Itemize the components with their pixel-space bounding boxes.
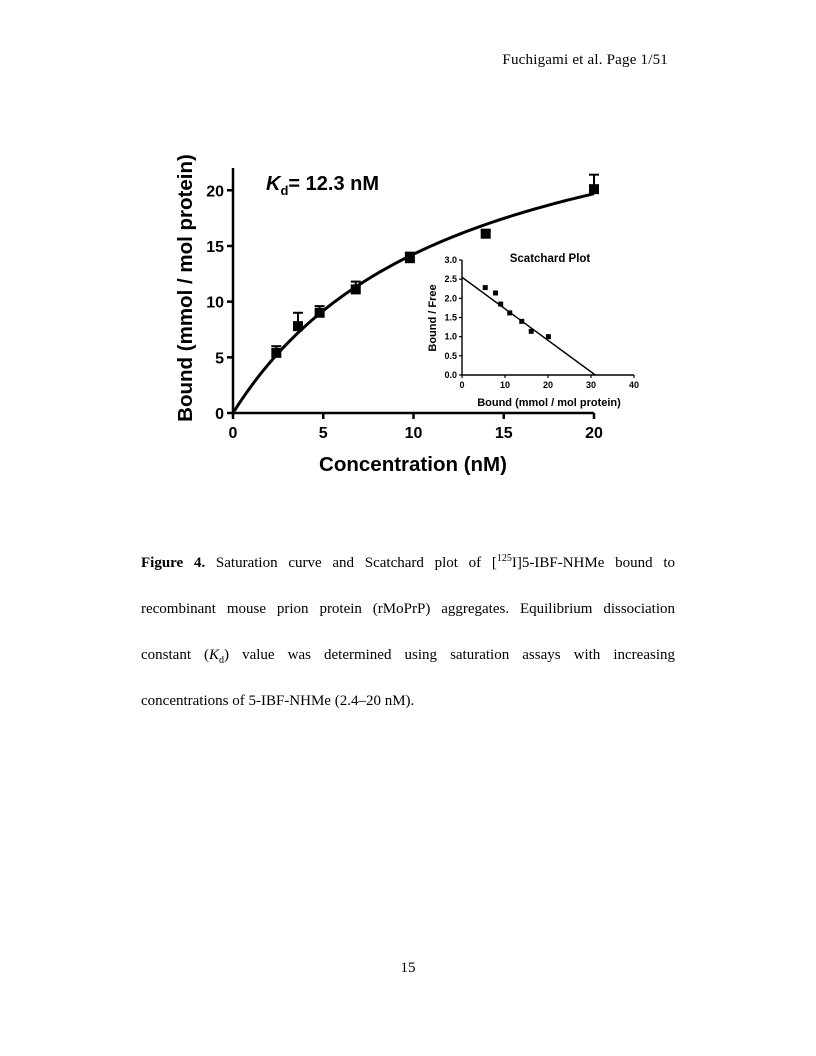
figure-svg [170, 138, 650, 483]
main-axes [233, 168, 597, 413]
inset-data-point [483, 285, 488, 290]
data-point [293, 321, 303, 331]
kd-symbol-caption: K [209, 647, 220, 663]
figure-label: Figure 4. [141, 555, 206, 571]
inset-title: Scatchard Plot [509, 253, 591, 265]
main-y-axis-label: Bound (mmol / mol protein) [174, 154, 197, 422]
caption-text-3: ) value was determined using saturation assays with increasing concentrations of 5-IBF-NHMe (2.4–20 nM). [141, 647, 675, 709]
scatchard-fit-line [462, 277, 595, 375]
inset-data-point [519, 319, 524, 324]
figure-4 [170, 138, 650, 488]
inset-x-tick-label: 10 [499, 380, 511, 390]
inset-x-tick-label: 20 [542, 380, 554, 390]
kd-symbol: K [266, 173, 281, 195]
main-x-tick-label: 0 [228, 425, 238, 442]
data-point [589, 184, 599, 194]
inset-ticks [444, 255, 639, 390]
inset-y-tick-label: 1.0 [444, 331, 457, 342]
main-x-tick-label: 5 [318, 425, 328, 442]
inset-y-tick-label: 1.5 [444, 312, 457, 323]
caption-paragraph [141, 540, 675, 724]
main-x-tick-label: 20 [585, 425, 603, 442]
inset-x-tick-label: 40 [628, 380, 640, 390]
main-y-tick-label: 10 [206, 294, 224, 312]
inset-x-tick-label: 0 [459, 380, 465, 390]
main-y-tick-label: 15 [206, 238, 224, 256]
main-x-tick-label: 10 [404, 425, 423, 442]
kd-value: = 12.3 nM [288, 173, 380, 195]
inset-x-axis-label: Bound (mmol / mol protein) [477, 397, 621, 409]
main-y-tick-label: 0 [215, 406, 224, 423]
data-point [315, 308, 325, 318]
kd-subscript-caption: d [219, 655, 225, 666]
caption-text-2: I]5-IBF-NHMe bound to recombinant mouse prion protein (rMoPrP) aggregates. Equilibrium dissociation constant ( [141, 555, 675, 663]
figure-caption [141, 540, 675, 724]
inset-y-tick-label: 2.5 [444, 274, 457, 285]
inset-y-tick-label: 2.0 [444, 293, 457, 304]
main-y-tick-label: 5 [215, 350, 224, 368]
inset-data-point [546, 334, 551, 339]
page-number: 15 [400, 960, 416, 976]
inset-axes [462, 260, 634, 375]
inset-data-point [498, 302, 503, 307]
inset-x-tick-label: 30 [585, 380, 597, 390]
data-point [271, 348, 281, 358]
main-x-tick-label: 15 [494, 425, 513, 442]
inset-y-tick-label: 0.0 [444, 370, 457, 380]
page-header: Fuchigami et al. Page 1/51 [502, 52, 668, 68]
inset-y-axis-label: Bound / Free [427, 284, 439, 352]
inset-y-tick-label: 3.0 [444, 255, 457, 265]
inset-points [483, 285, 551, 339]
isotope-mass-number: 125 [496, 553, 512, 564]
main-x-axis-label: Concentration (nM) [319, 453, 507, 476]
main-plot [174, 154, 603, 476]
caption-text-1: Saturation curve and Scatchard plot of [ [205, 555, 497, 571]
saturation-curve [233, 194, 597, 413]
data-point [481, 229, 491, 239]
scatchard-inset [427, 253, 639, 409]
data-point [351, 284, 361, 294]
inset-y-tick-label: 0.5 [444, 350, 457, 361]
inset-data-point [507, 310, 512, 315]
data-point [405, 253, 415, 263]
inset-data-point [493, 290, 498, 295]
kd-subscript: d [280, 183, 289, 198]
inset-data-point [529, 329, 534, 334]
kd-annotation [266, 173, 379, 198]
main-y-tick-label: 20 [206, 183, 224, 201]
